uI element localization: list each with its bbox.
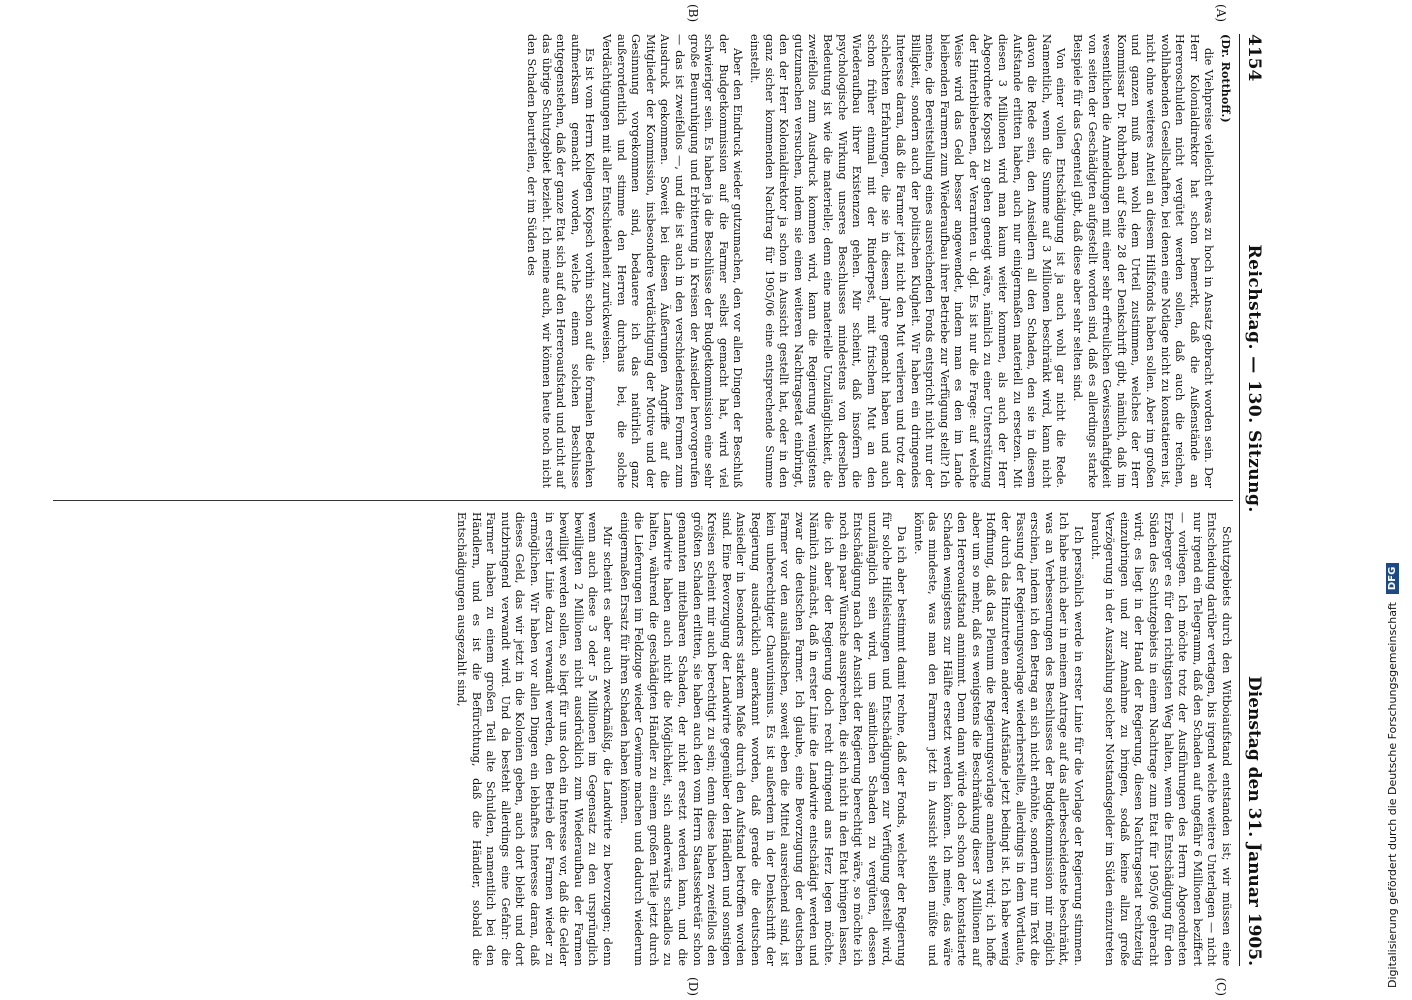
right-column <box>53 512 1233 966</box>
paragraph: Aber den Eindruck wieder gutzumachen, den vor allen Dingen der Beschluß der Budgetkommission auf die Farmer selbst gemacht hat, wird viel schwieriger sein. Es haben ja die Beschlüsse der Budgetkommission eine sehr große Beunruhigung und Erbitterung in Kreisen der Ansiedler hervorgerufen — das ist zweifellos —, und die ist auch in den verschiedensten Formen zum Ausdruck gekommen. Soweit bei diesen Äußerungen Angriffe auf die Mitglieder der Kommission, insbesondere Verdächtigung der Motive und der Gesinnung vorgekommen sind, bedauere ich das natürlich ganz außerordentlich und stimme den Herren durchaus bei, die solche Verdächtigungen mit aller Entschiedenheit zurückweisen. <box>600 34 745 488</box>
digitization-credit <box>1342 8 1399 988</box>
page-header <box>1239 34 1280 966</box>
text-columns <box>53 34 1233 966</box>
paragraph: Da ich aber bestimmt damit rechne, daß der Fonds, welcher der Regierung für solche Hilfsleistungen und Entschädigungen zur Verfügung gestellt wird, unzulänglich sein wird, um sämtlichen Schaden zu vergüten, dessen Entschädigung nach der Ansicht der Regierung berechtigt wäre, so möchte ich noch ein paar Wünsche aussprechen, die sich nicht in den Etat bringen lassen, die ich aber der Regierung doch recht dringend ans Herz legen möchte. Nämlich zunächst, daß in erster Linie die Landwirte entschädigt werden und zwar die deutschen Farmer. Ich glaube, eine Bevorzugung der deutschen Farmer vor den ausländischen, soweit eben die Mittel ausreichend sind, ist kein unberechtigter Chauvinismus. Es ist außerdem in der Denkschrift der Regierung ausdrücklich anerkannt worden, daß gerade die deutschen Ansiedler in besonders starkem Maße durch den Aufstand betroffen worden sind. Eine Bevorzugung der Landwirte gegenüber den Händlern und sonstigen Kreisen scheint mir auch berechtigt zu sein; denn diese haben zweifellos den größten Schaden erlitten, sie haben auch den vom Herrn Staatssekretär schon genannten mittelbaren Schaden, der nicht ersetzt werden kann, und die Landwirte haben auch nicht die Möglichkeit, sich anderwärts schadlos zu halten, während die geschädigten Händler zu einem großen Teile jetzt durch die Lieferungen im Feldzuge wieder Gewinne machen und dadurch wiederum einigermaßen Ersatz für ihren Schaden haben können. <box>617 512 908 966</box>
paragraph: Mir scheint es aber auch zweckmäßig, die Landwirte zu bevorzugen; denn wenn auch diese 3 oder 5 Millionen im Gegensatz zu den ursprünglich bewilligten 2 Millionen nicht ausdrücklich zum Wiederaufbau der Farmen bewilligt werden sollen, so liegt für uns doch ein Interesse vor, daß die Gelder in erster Linie dazu verwandt werden, den Betrieb der Farmen wieder zu ermöglichen. Wir haben vor allen Dingen ein lebhaftes Interesse daran, daß dieses Geld, das wir jetzt in die Kolonien geben, auch dort bleibt und dort nutzbringend verwandt wird. Und da besteht allerdings eine Gefahr: die Farmer haben zu einem großen Teil alte Schulden, namentlich bei den Händlern, und es ist die Befürchtung, daß die Händler, sobald die Entschädigungen ausgezahlt sind, <box>455 512 615 966</box>
speaker-name: (Dr. Rotthoff.) <box>1219 34 1233 123</box>
margin-mark-a: (A) <box>1214 4 1228 23</box>
margin-mark-c: (C) <box>1214 977 1228 996</box>
page-number: 4154 <box>1244 34 1264 82</box>
session-title: Reichstag. — 130. Sitzung. <box>1244 244 1264 513</box>
margin-mark-b: (B) <box>686 4 700 23</box>
session-date: Dienstag den 31. Januar 1905. <box>1244 676 1264 966</box>
speaker-reference <box>1217 34 1233 488</box>
credit-text: Digitalisierung gefördert durch die Deutsche Forschungsgemeinschaft <box>1385 602 1399 988</box>
margin-mark-d: (D) <box>686 977 700 996</box>
column-divider <box>53 500 1233 501</box>
paragraph: Ich persönlich werde in erster Linie für die Vorlage der Regierung stimmen. Ich habe mich aber in meinem Antrage auf das allerbescheidenste beschränkt, was an Verbesserungen des Beschlusses der Budgetkommission mir möglich erschien, indem ich den Betrag an sich nicht erhöhte, sondern nur im Text die Fassung der Regierungsvorlage wiederherstellte, allerdings in dem Wortlaute, der durch das Hinzutreten anderer Aufstände jetzt bedingt ist. Ich habe wenig Hoffnung, daß das Plenum die Regierungsvorlage annehmen wird; ich hoffe aber um so mehr, daß es wenigstens die Beschränkung dieser 3 Millionen auf den Hereroaufstand annimmt. Denn dann würde doch schon der konstatierte Schaden wenigstens zur Hälfte ersetzt werden können. Ich meine, das wäre das mindeste, was man den Farmern jetzt in Aussicht stellen müßte und könnte. <box>911 512 1086 966</box>
paragraph: die Viehpreise vielleicht etwas zu hoch in Ansatz gebracht worden sein. Der Herr Kolonialdirektor hat schon bemerkt, daß die Außenstände an Hereroschulden nicht vergütet werden sollen, daß auch die reichen, wohlhabenden Gesellschaften, bei denen eine Notlage nicht zu konstatieren ist, nicht ohne weiteres Anteil an diesem Hilfsfonds haben sollen. Aber im großen und ganzen muß man wohl dem Urteil zustimmen, welches der Herr Kommissar Dr. Rohrbach auf Seite 28 der Denkschrift gibt, nämlich, daß im wesentlichen die Anmeldungen mit einer sehr erfreulichen Gewissenhaftigkeit von seiten der Geschädigten aufgestellt worden sind, daß es allerdings starke Beispiele für das Gegenteil gibt, daß diese aber sehr selten sind. <box>1071 34 1216 488</box>
left-column <box>53 34 1233 488</box>
paragraph: Es ist vom Herrn Kollegen Kopsch vorhin schon auf die formalen Bedenken aufmerksam gemacht worden, welche einem solchen Beschlusse entgegenstehen, daß der ganze Etat sich auf den Hereroaufstand und nicht auf das übrige Schutzgebiet bezieht. Ich meine auch, wir können heute noch nicht den Schaden beurteilen, der im Süden des <box>525 34 597 488</box>
paragraph: Schutzgebiets durch den Witboiaufstand entstanden ist; wir müssen eine Entscheidung darüber vertagen, bis irgend welche weitere Unterlagen — nicht nur irgend ein Telegramm, daß den Schaden auf ungefähr 6 Millionen beziffert — vorliegen. Ich möchte trotz der Ausführungen des Herrn Abgeordneten Erzberger es für den richtigsten Weg halten, wenn die Entschädigung für den Süden des Schutzgebiets in einem Nachtrage zum Etat für 1905/06 gebracht wird; es liegt in der Hand der Regierung, diesen Nachtragsetat rechtzeitig einzubringen und zur Annahme zu bringen, sodaß keine allzu große Verzögerung in der Auszahlung solcher Notstandsgelder im Süden einzutreten braucht. <box>1088 512 1233 966</box>
paragraph: Von einer vollen Entschädigung ist ja auch wohl gar nicht die Rede. Namentlich, wenn die Summe auf 3 Millionen beschränkt wird, kann nicht davon die Rede sein, den Ansiedlern all den Schaden, den sie in diesem Aufstande erlitten haben, auch nur einigermaßen materiell zu ersetzen. Mit diesen 3 Millionen wird man kaum weiter kommen, als auch der Herr Abgeordnete Kopsch zu gehen geneigt wäre, nämlich zu einer Unterstützung der Hinterbliebenen, der Verarmten u. dgl. Es ist nur die Frage: auf welche Weise wird das Geld besser angewendet, indem man es den im Lande bleibenden Farmern zum Wiederaufbau ihrer Betriebe zur Verfügung stellt? Ich meine, die Bereitstellung eines ausreichenden Fonds entspricht nicht nur der Billigkeit, sondern auch der politischen Klugheit. Wir haben ein dringendes Interesse daran, daß die Farmer jetzt nicht den Mut verlieren und trotz der schlechten Erfahrungen, die sie in diesem Jahre gemacht haben und auch schon früher einmal mit der Rinderpest, mit frischem Mut an den Wiederaufbau ihrer Existenzen gehen. Mir scheint, daß insofern die psychologische Wirkung unseres Beschlusses mindestens von derselben Bedeutung ist wie die materielle; denn eine materielle Unzulänglichkeit, die zweifellos zum Ausdruck kommen wird, kann die Regierung wenigstens gutzumachen versuchen, indem sie einen weiteren Nachtragsetat einbringt, den der Herr Kolonialdirektor ja schon in Aussicht gestellt hat, oder in den ganz sicher kommenden Nachtrag für 1905/06 eine entsprechende Summe einstellt. <box>748 34 1068 488</box>
dfg-logo: DFG <box>1386 563 1399 594</box>
